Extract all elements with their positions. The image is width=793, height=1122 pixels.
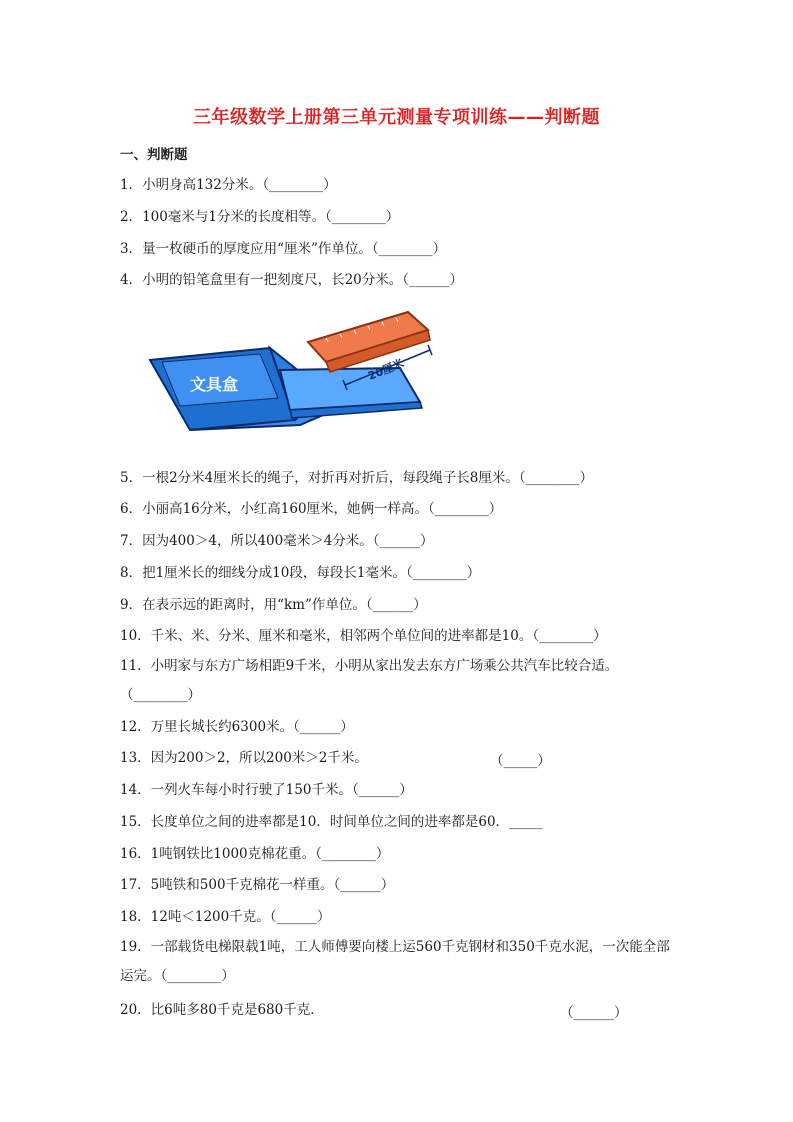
question-7: 7．因为400＞4，所以400毫米＞4分米。（______） [120, 533, 434, 549]
question-5: 5．一根2分米4厘米长的绳子，对折再对折后，每段绳子长8厘米。（________） [120, 470, 594, 486]
question-10: 10．千米、米、分米、厘米和毫米，相邻两个单位间的进率都是10。（________） [120, 628, 607, 644]
question-16: 16．1吨钢铁比1000克棉花重。（________） [120, 846, 390, 862]
question-4: 4．小明的铅笔盒里有一把刻度尺，长20分米。（______） [120, 272, 464, 288]
question-20: 20．比6吨多80千克是680千克． [120, 1002, 324, 1018]
question-19: 19．一部载货电梯限载1吨，工人师傅要向楼上运560千克钢材和350千克水泥，一次能全部运完。（________） [120, 939, 670, 984]
question-6: 6．小丽高16分米，小红高160厘米，她俩一样高。（________） [120, 501, 503, 517]
question-13: 13．因为200＞2，所以200米＞2千米。 [120, 750, 368, 766]
question-17: 17．5吨铁和500千克棉花一样重。（______） [120, 877, 395, 893]
question-1: 1．小明身高132分米。（________） [120, 177, 337, 193]
pencil-box-figure [140, 300, 440, 435]
question-9: 9．在表示远的距离时，用“km”作单位。（______） [120, 597, 427, 613]
question-8: 8．把1厘米长的细线分成10段，每段长1毫米。（________） [120, 565, 481, 581]
section-heading: 一、判断题 [120, 147, 188, 163]
question-15: 15．长度单位之间的进率都是10．时间单位之间的进率都是60．_____ [120, 814, 543, 830]
question-13-answer: （_____） [490, 753, 551, 769]
question-20-answer: （______） [560, 1005, 628, 1021]
pencil-box-label: 文具盒 [190, 375, 239, 394]
question-3: 3．量一枚硬币的厚度应用“厘米”作单位。（________） [120, 241, 447, 257]
ruler-length-label: 20厘米 [366, 356, 406, 383]
question-18: 18．12吨＜1200千克。（______） [120, 909, 331, 925]
question-11: 11．小明家与东方广场相距9千米，小明从家出发去东方广场乘公共汽车比较合适。（________） [120, 658, 619, 703]
question-14: 14．一列火车每小时行驶了150千米。（______） [120, 782, 413, 798]
question-2: 2．100毫米与1分米的长度相等。（________） [120, 209, 400, 225]
question-12: 12．万里长城长约6300米。（______） [120, 719, 354, 735]
page-title: 三年级数学上册第三单元测量专项训练——判断题 [193, 107, 600, 128]
